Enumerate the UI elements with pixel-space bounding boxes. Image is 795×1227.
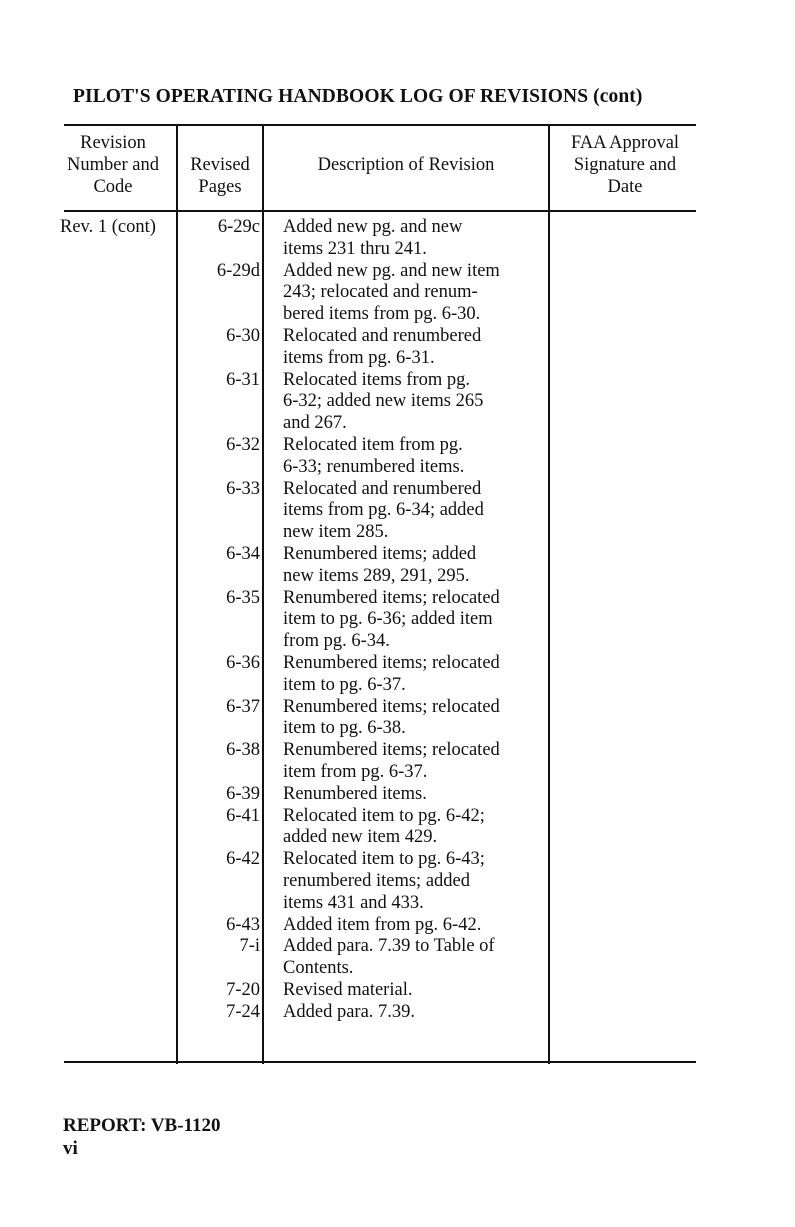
description-line: item from pg. 6-37. <box>283 761 428 782</box>
revision-description <box>283 936 553 980</box>
description-line: Contents. <box>283 958 354 979</box>
revised-page: 6-43 <box>226 914 260 935</box>
revision-code: Rev. 1 (cont) <box>60 217 156 237</box>
revision-description <box>283 479 553 544</box>
description-line: Renumbered items; relocated <box>283 587 500 608</box>
revised-page: 6-30 <box>226 326 260 346</box>
description-line: Renumbered items; relocated <box>283 696 500 717</box>
description-line: Added para. 7.39. <box>283 1001 416 1022</box>
table-top-rule <box>64 124 696 126</box>
revision-description <box>283 435 553 479</box>
description-line: from pg. 6-34. <box>283 631 390 652</box>
table-bottom-rule <box>64 1061 696 1063</box>
description-line: item to pg. 6-37. <box>283 674 406 695</box>
description-line: items from pg. 6-34; added <box>283 500 484 521</box>
revision-description <box>283 370 553 435</box>
revised-page: 6-32 <box>226 435 260 455</box>
header-bottom-rule <box>64 210 696 212</box>
revision-description <box>283 544 553 588</box>
revision-description <box>283 653 553 697</box>
revision-description <box>283 588 553 653</box>
report-number: REPORT: VB-1120 <box>63 1115 221 1136</box>
revision-description <box>283 326 553 370</box>
revised-page: 7-20 <box>226 980 260 1000</box>
revision-description <box>283 784 553 806</box>
description-line: new items 289, 291, 295. <box>283 565 470 586</box>
description-line: and 267. <box>283 413 347 434</box>
description-line: Relocated item to pg. 6-42; <box>283 805 485 826</box>
revised-page: 6-39 <box>226 783 260 804</box>
description-line: items from pg. 6-31. <box>283 347 435 368</box>
revised-page: 6-36 <box>226 653 260 673</box>
description-line: Relocated and renumbered <box>283 478 482 499</box>
description-line: new item 285. <box>283 522 389 543</box>
revised-page: 7-24 <box>226 1001 260 1022</box>
description-line: bered items from pg. 6-30. <box>283 304 481 325</box>
revised-page: 6-29c <box>217 217 260 237</box>
revision-description <box>283 980 553 1002</box>
description-line: items 431 and 433. <box>283 892 424 913</box>
description-line: Revised material. <box>283 980 413 1000</box>
description-line: Relocated item to pg. 6-43; <box>283 849 485 870</box>
revision-description <box>283 697 553 741</box>
revision-description <box>283 849 553 914</box>
column-divider-1 <box>176 124 178 1064</box>
revised-page: 6-37 <box>226 696 260 717</box>
revised-page: 6-41 <box>226 805 260 826</box>
revision-description <box>283 261 553 326</box>
description-line: 6-33; renumbered items. <box>283 456 465 477</box>
revision-description <box>283 806 553 850</box>
description-line: items 231 thru 241. <box>283 238 427 259</box>
description-line: Renumbered items; relocated <box>283 740 500 761</box>
description-line: Renumbered items; relocated <box>283 653 500 673</box>
description-line: Added new pg. and new item <box>283 260 500 281</box>
description-line: Added item from pg. 6-42. <box>283 914 482 935</box>
page-number: vi <box>63 1138 78 1159</box>
description-line: 6-32; added new items 265 <box>283 391 484 412</box>
column-divider-2 <box>262 124 264 1064</box>
description-line: Added new pg. and new <box>283 217 463 237</box>
revised-page: 6-29d <box>216 260 260 281</box>
description-line: 243; relocated and renum- <box>283 282 478 303</box>
description-line: renumbered items; added <box>283 870 470 891</box>
revision-description <box>283 740 553 784</box>
revised-page: 6-34 <box>226 544 260 564</box>
revision-description <box>283 915 553 937</box>
page-title: PILOT'S OPERATING HANDBOOK LOG OF REVISIONS (cont) <box>73 86 643 107</box>
header-faa-approval: FAA Approval Signature and Date <box>570 133 680 197</box>
description-line: Relocated items from pg. <box>283 369 471 390</box>
revised-page: 6-38 <box>226 740 260 761</box>
description-line: Renumbered items. <box>283 783 427 804</box>
description-line: Added para. 7.39 to Table of <box>283 936 495 957</box>
header-description: Description of Revision <box>317 155 495 175</box>
revision-log-table <box>60 124 696 1064</box>
revision-description <box>283 217 553 261</box>
description-line: Relocated and renumbered <box>283 326 482 346</box>
description-line: item to pg. 6-36; added item <box>283 609 493 630</box>
header-revision-number: Revision Number and Code <box>67 133 159 197</box>
description-line: Relocated item from pg. <box>283 435 463 455</box>
revised-page: 6-31 <box>226 369 260 390</box>
revised-page: 6-35 <box>226 587 260 608</box>
header-revised-pages: Revised Pages <box>190 155 250 197</box>
revised-page: 6-42 <box>226 849 260 870</box>
revised-page: 7-i <box>239 936 260 957</box>
revised-page: 6-33 <box>226 478 260 499</box>
description-line: added new item 429. <box>283 827 438 848</box>
revision-description <box>283 1002 553 1024</box>
description-line: Renumbered items; added <box>283 544 477 564</box>
description-line: item to pg. 6-38. <box>283 718 406 739</box>
